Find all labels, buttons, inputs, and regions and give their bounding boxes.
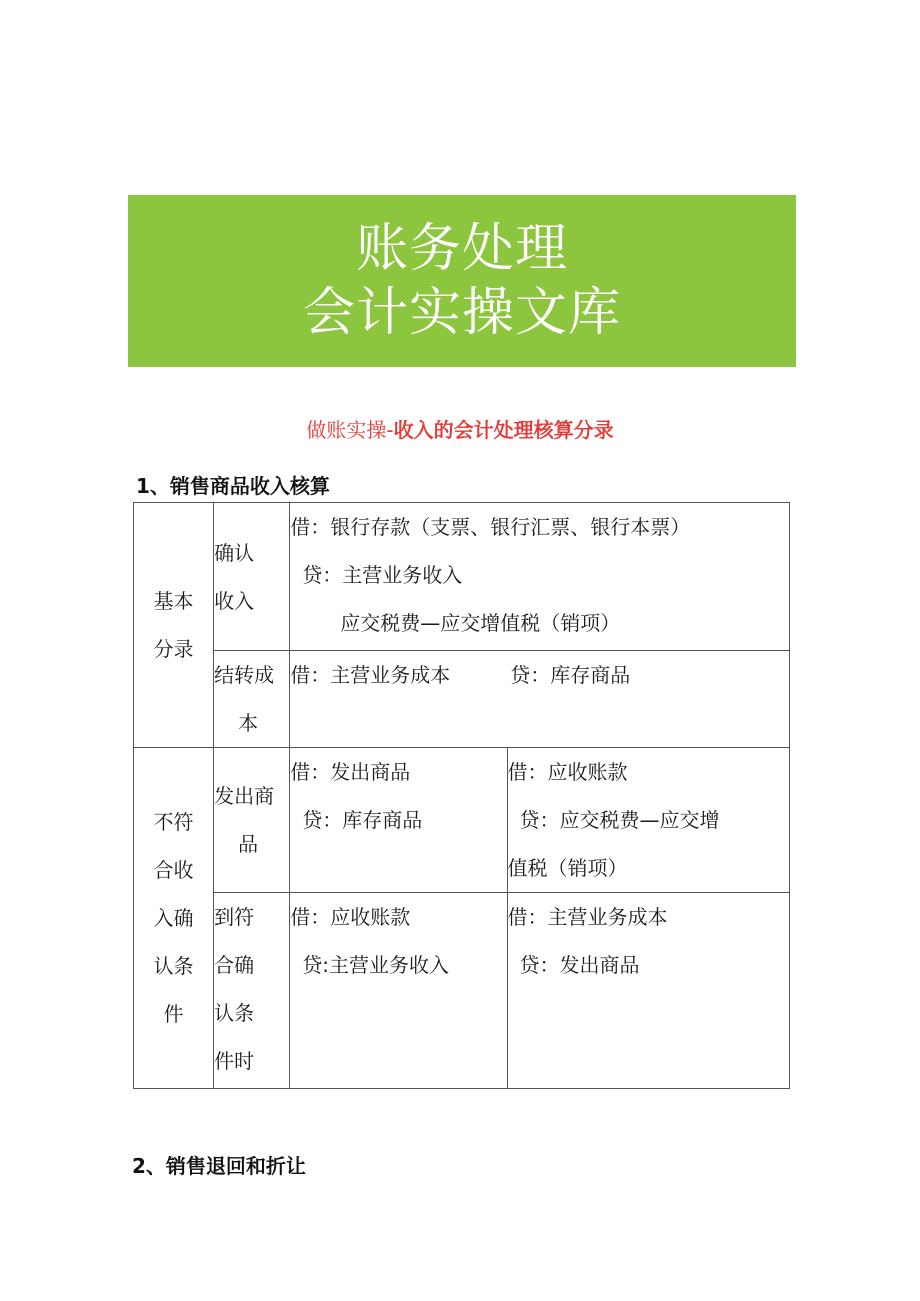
entry-meet-left [290, 893, 507, 1089]
entry-meet-right [507, 893, 789, 1089]
table-row [134, 893, 790, 1089]
entry-line-credit: 值税（销项） [507, 856, 628, 880]
label-carry-cost [214, 651, 290, 748]
document-title-main: 收入的会计处理核算分录 [393, 418, 614, 442]
label-line: 到符 [214, 905, 255, 929]
document-title-prefix: 做账实操- [306, 418, 394, 442]
table-row [134, 748, 790, 893]
entry-line-credit: 贷：应交税费—应交增 [519, 808, 720, 832]
entry-line-credit: 贷：发出商品 [519, 953, 640, 977]
entry-line-credit: 贷:主营业务收入 [302, 953, 449, 977]
entry-ship-left [290, 748, 507, 893]
title-banner [128, 195, 796, 367]
entries-table [133, 502, 790, 1089]
entry-line-credit: 贷：库存商品 [510, 663, 631, 687]
label-line: 本 [238, 711, 259, 735]
category-line: 不符 [153, 810, 194, 834]
label-line: 品 [238, 832, 259, 856]
label-meet-conditions [214, 893, 290, 1089]
document-title [0, 414, 920, 443]
category-line: 合收 [153, 858, 194, 882]
label-line: 认条 [214, 1001, 255, 1025]
entry-line-debit: 借：主营业务成本 [290, 663, 451, 687]
entry-line-credit: 贷：主营业务收入 [302, 563, 463, 587]
label-line: 合确 [214, 953, 255, 977]
category-basic [134, 503, 214, 748]
entry-line-credit: 应交税费—应交增值税（销项） [340, 611, 621, 635]
label-line: 发出商 [214, 784, 275, 808]
table-row [134, 503, 790, 651]
label-confirm-revenue [214, 503, 290, 651]
category-line: 认条 [153, 954, 194, 978]
entry-line-debit: 借：发出商品 [290, 760, 411, 784]
label-line: 确认 [214, 541, 255, 565]
entry-line-debit: 借：主营业务成本 [507, 905, 668, 929]
section-heading-1: 1、销售商品收入核算 [136, 474, 330, 498]
entry-line-debit: 借：应收账款 [290, 905, 411, 929]
label-ship-goods [214, 748, 290, 893]
banner-title-line1: 账务处理 [355, 219, 568, 279]
entry-confirm-revenue [290, 503, 790, 651]
category-basic-line: 分录 [153, 637, 194, 661]
entry-line-credit: 贷：库存商品 [302, 808, 423, 832]
label-line: 件时 [214, 1049, 255, 1073]
entry-line-debit: 借：应收账款 [507, 760, 628, 784]
entry-carry-cost [290, 651, 790, 748]
category-line: 入确 [153, 906, 194, 930]
label-line: 收入 [214, 589, 255, 613]
category-line: 件 [163, 1002, 184, 1026]
section-heading-2: 2、销售退回和折让 [132, 1154, 306, 1178]
category-basic-line: 基本 [153, 589, 194, 613]
entry-line-debit: 借：银行存款（支票、银行汇票、银行本票） [290, 515, 691, 539]
entry-ship-right [507, 748, 789, 893]
label-line: 结转成 [214, 663, 275, 687]
table-row [134, 651, 790, 748]
category-nonconforming [134, 748, 214, 1089]
banner-title-line2: 会计实操文库 [302, 283, 621, 343]
